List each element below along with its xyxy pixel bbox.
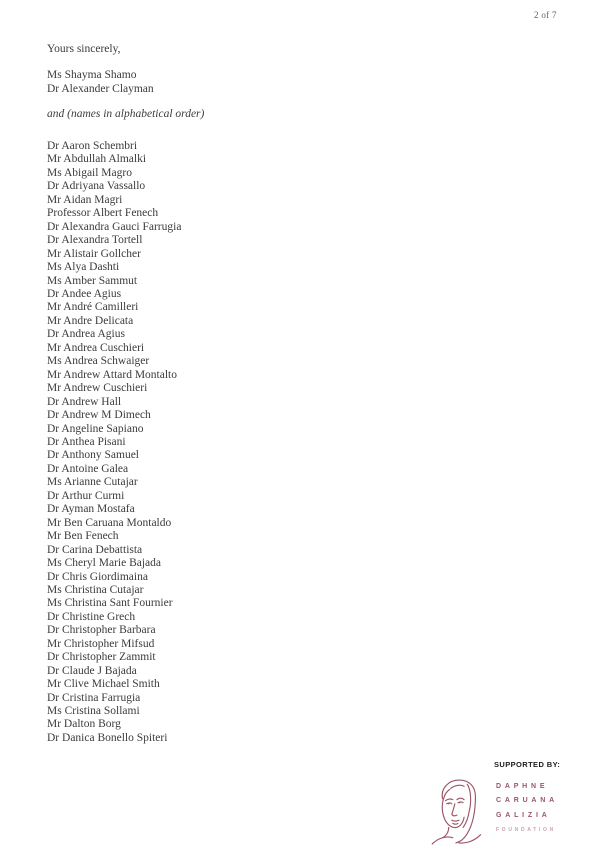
list-item: Dr Andrew M Dimech xyxy=(47,409,151,422)
list-item: Mr Andrew Cuschieri xyxy=(47,382,148,395)
names-list xyxy=(47,140,181,745)
signatories-list xyxy=(47,69,154,96)
page-number: 2 of 7 xyxy=(534,10,557,20)
logo-name-line: DAPHNE xyxy=(496,783,549,790)
logo-name-line: GALIZIA xyxy=(496,811,551,819)
list-item: Ms Christina Cutajar xyxy=(47,583,144,596)
list-item: Dr Andrea Agius xyxy=(47,328,125,341)
signatory-name: Dr Alexander Clayman xyxy=(47,82,154,95)
list-item: Dr Arthur Curmi xyxy=(47,489,125,502)
list-item: Mr Christopher Mifsud xyxy=(47,637,155,650)
list-item: Mr Andrea Cuschieri xyxy=(47,341,145,354)
list-item: Dr Alexandra Gauci Farrugia xyxy=(47,220,182,233)
list-item: Dr Ayman Mostafa xyxy=(47,503,135,516)
supported-by-label: SUPPORTED BY: xyxy=(494,760,561,769)
list-item: Dr Alexandra Tortell xyxy=(47,234,143,247)
list-item: Dr Chris Giordimaina xyxy=(47,570,148,583)
list-item: Dr Anthea Pisani xyxy=(47,435,126,448)
alphabetical-order-note: and (names in alphabetical order) xyxy=(47,108,205,120)
list-item: Dr Cristina Farrugia xyxy=(47,691,141,704)
list-item: Mr André Camilleri xyxy=(47,301,139,314)
list-item: Dr Carina Debattista xyxy=(47,543,143,556)
list-item: Ms Abigail Magro xyxy=(47,166,132,179)
list-item: Dr Antoine Galea xyxy=(47,462,129,475)
letter-closing: Yours sincerely, xyxy=(47,43,121,55)
list-item: Dr Andee Agius xyxy=(47,287,122,300)
list-item: Dr Christopher Zammit xyxy=(47,651,156,664)
list-item: Ms Cristina Sollami xyxy=(47,705,140,718)
list-item: Ms Andrea Schwaiger xyxy=(47,355,150,368)
list-item: Mr Alistair Gollcher xyxy=(47,247,141,260)
foundation-logo-subtitle-wrap xyxy=(496,826,556,833)
list-item: Ms Cheryl Marie Bajada xyxy=(47,557,162,570)
list-item: Ms Alya Dashti xyxy=(47,261,120,274)
list-item: Dr Christine Grech xyxy=(47,610,136,623)
list-item: Dr Anthony Samuel xyxy=(47,449,139,462)
list-item: Dr Andrew Hall xyxy=(47,395,122,408)
daphne-portrait-icon xyxy=(428,776,492,846)
list-item: Mr Andre Delicata xyxy=(47,314,134,327)
list-item: Dr Aaron Schembri xyxy=(47,140,138,152)
list-item: Mr Clive Michael Smith xyxy=(47,678,160,691)
list-item: Professor Albert Fenech xyxy=(47,207,159,220)
list-item: Dr Angeline Sapiano xyxy=(47,422,144,435)
list-item: Ms Christina Sant Fournier xyxy=(47,597,173,610)
list-item: Ms Amber Sammut xyxy=(47,274,138,287)
foundation-logo xyxy=(428,774,578,846)
list-item: Mr Dalton Borg xyxy=(47,718,121,731)
foundation-label: FOUNDATION xyxy=(496,827,556,833)
list-item: Mr Ben Fenech xyxy=(47,530,119,543)
signatory-name: Ms Shayma Shamo xyxy=(47,69,137,81)
list-item: Mr Andrew Attard Montalto xyxy=(47,368,177,381)
list-item: Ms Arianne Cutajar xyxy=(47,476,138,489)
list-item: Mr Ben Caruana Montaldo xyxy=(47,516,172,529)
list-item: Dr Claude J Bajada xyxy=(47,664,137,677)
list-item: Mr Aidan Magri xyxy=(47,193,123,206)
list-item: Dr Christopher Barbara xyxy=(47,624,156,637)
logo-name-line: CARUANA xyxy=(496,797,558,805)
list-item: Dr Danica Bonello Spiteri xyxy=(47,731,168,744)
foundation-logo-name xyxy=(496,780,558,823)
list-item: Mr Abdullah Almalki xyxy=(47,153,147,166)
list-item: Dr Adriyana Vassallo xyxy=(47,180,146,193)
